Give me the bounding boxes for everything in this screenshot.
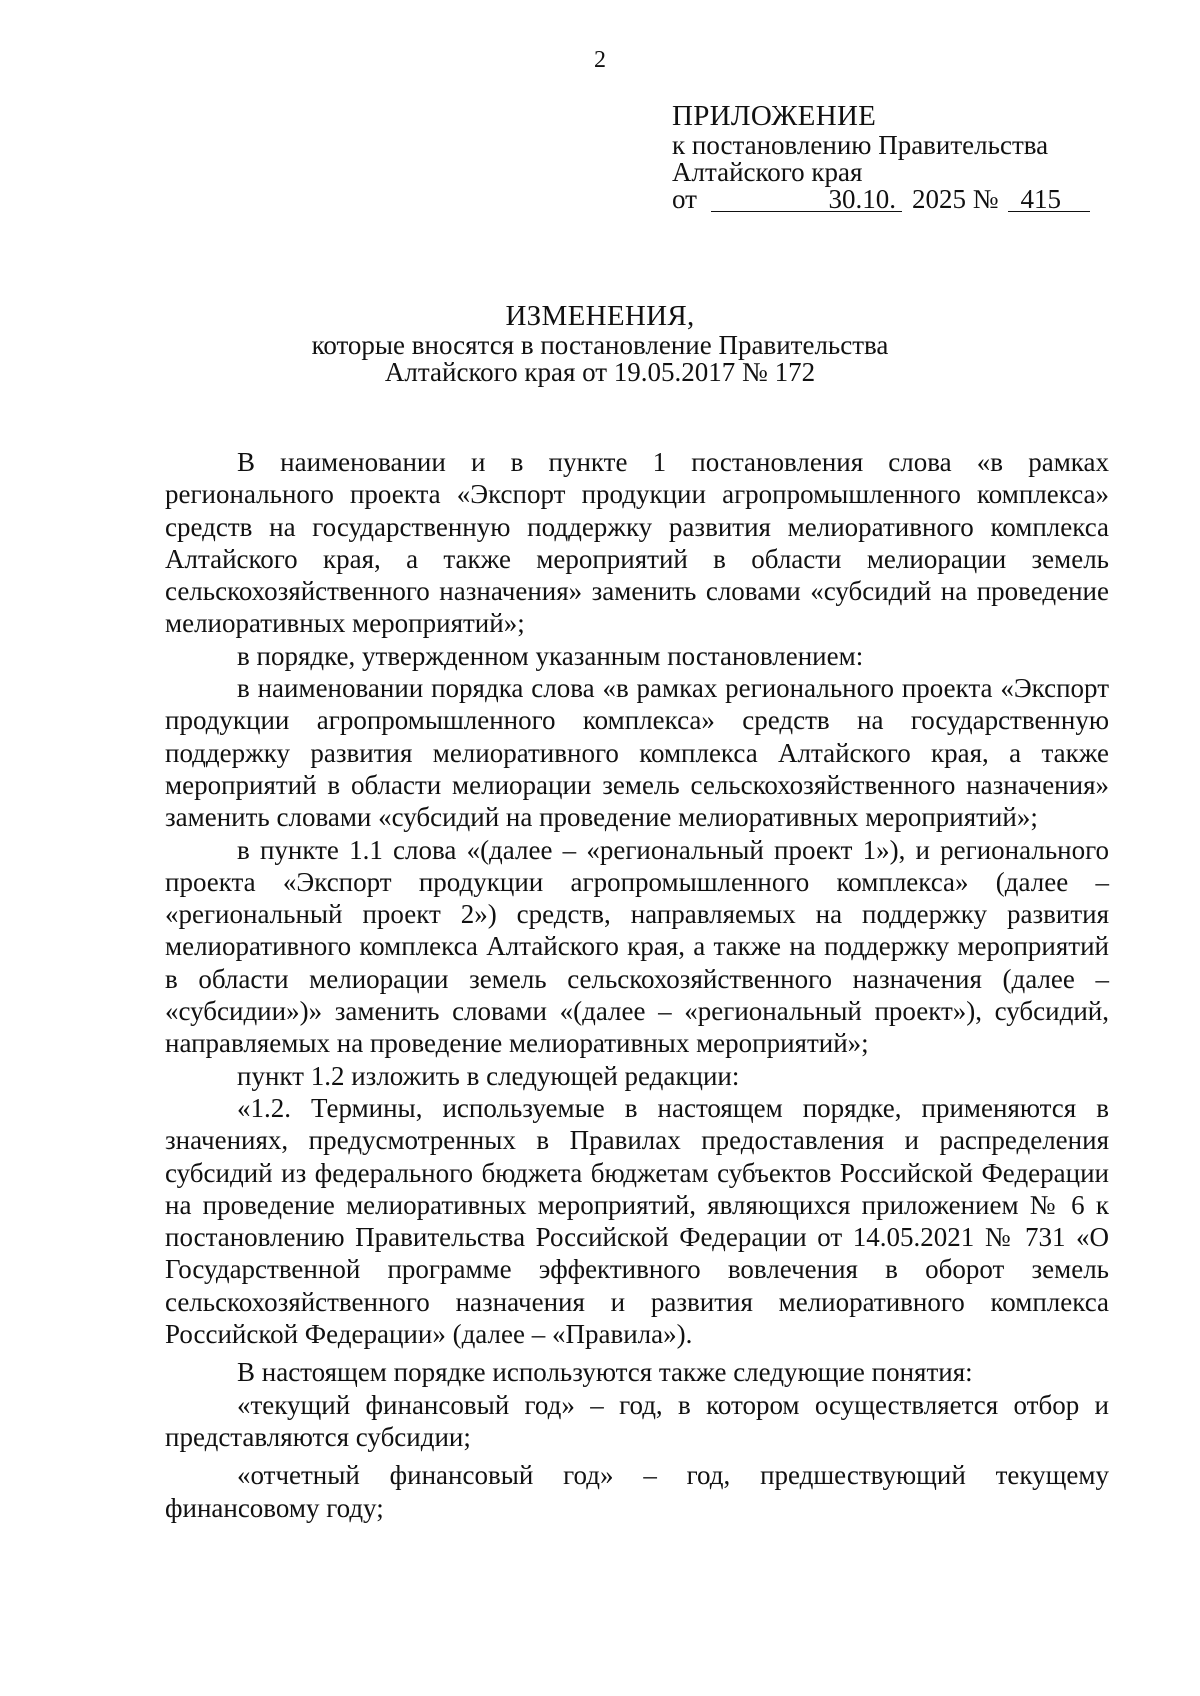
document-heading — [0, 300, 1200, 386]
paragraph: «1.2. Термины, используемые в настоящем порядке, применяются в значениях, предусмотренных в Правилах предоставления и распределения субсидий из федерального бюджета бюджетам субъектов Российской Федерации на проведение мелиоративных мероприятий, являющихся приложением № 6 к постановлению Правительства Российской Федерации от 14.05.2021 № 731 «О Государственной программе эффективного вовлечения в оборот земель сельскохозяйственного назначения и развития мелиоративного комплекса Российской Федерации» (далее – «Правила»). — [165, 1092, 1109, 1350]
appendix-line-2: Алтайского края — [672, 157, 863, 187]
document-number: 415 — [1008, 187, 1090, 212]
heading-line-1: которые вносятся в постановление Правительства — [311, 330, 889, 360]
heading-line-2: Алтайского края от 19.05.2017 № 172 — [384, 357, 816, 387]
paragraph: пункт 1.2 изложить в следующей редакции: — [237, 1060, 740, 1091]
document-body — [165, 446, 1109, 1524]
paragraph: «отчетный финансовый год» – год, предшествующий текущему финансовому году; — [165, 1460, 1109, 1523]
appendix-line-1: к постановлению Правительства — [672, 130, 1049, 160]
paragraph: в пункте 1.1 слова «(далее – «региональный проект 1»), и регионального проекта «Экспорт продукции агропромышленного комплекса» (далее – «региональный проект 2») средств, направляемых на поддержку развития мелиоративного комплекса Алтайского края, а также на поддержку мероприятий в области мелиорации земель сельскохозяйственного назначения (далее – «субсидии»)» заменить словами «(далее – «региональный проект»), субсидий, направляемых на проведение мелиоративных мероприятий»; — [165, 834, 1109, 1059]
page-number: 2 — [594, 47, 606, 73]
paragraph: в порядке, утвержденном указанным постановлением: — [237, 640, 864, 671]
appendix-block — [672, 100, 1090, 213]
date-year: 2025 № — [911, 184, 999, 214]
heading-title: ИЗМЕНЕНИЯ, — [505, 300, 695, 332]
appendix-title: ПРИЛОЖЕНИЕ — [672, 100, 877, 132]
date-value: 30.10. — [711, 187, 902, 212]
paragraph: в наименовании порядка слова «в рамках регионального проекта «Экспорт продукции агропромышленного комплекса» средств на государственную поддержку развития мелиоративного комплекса Алтайского края, а также мероприятий в области мелиорации земель сельскохозяйственного назначения» заменить словами «субсидий на проведение мелиоративных мероприятий»; — [165, 673, 1109, 833]
appendix-date-line — [672, 186, 1090, 213]
paragraph: В наименовании и в пункте 1 постановления слова «в рамках регионального проекта «Экспорт продукции агропромышленного комплекса» средств на государственную поддержку развития мелиоративного комплекса Алтайского края, а также мероприятий в области мелиорации земель сельскохозяйственного назначения» заменить словами «субсидий на проведение мелиоративных мероприятий»; — [165, 447, 1109, 639]
paragraph: «текущий финансовый год» – год, в котором осуществляется отбор и представляются субсидии; — [165, 1389, 1109, 1452]
paragraph: В настоящем порядке используются также следующие понятия: — [237, 1357, 973, 1388]
date-prefix: от — [672, 184, 697, 214]
